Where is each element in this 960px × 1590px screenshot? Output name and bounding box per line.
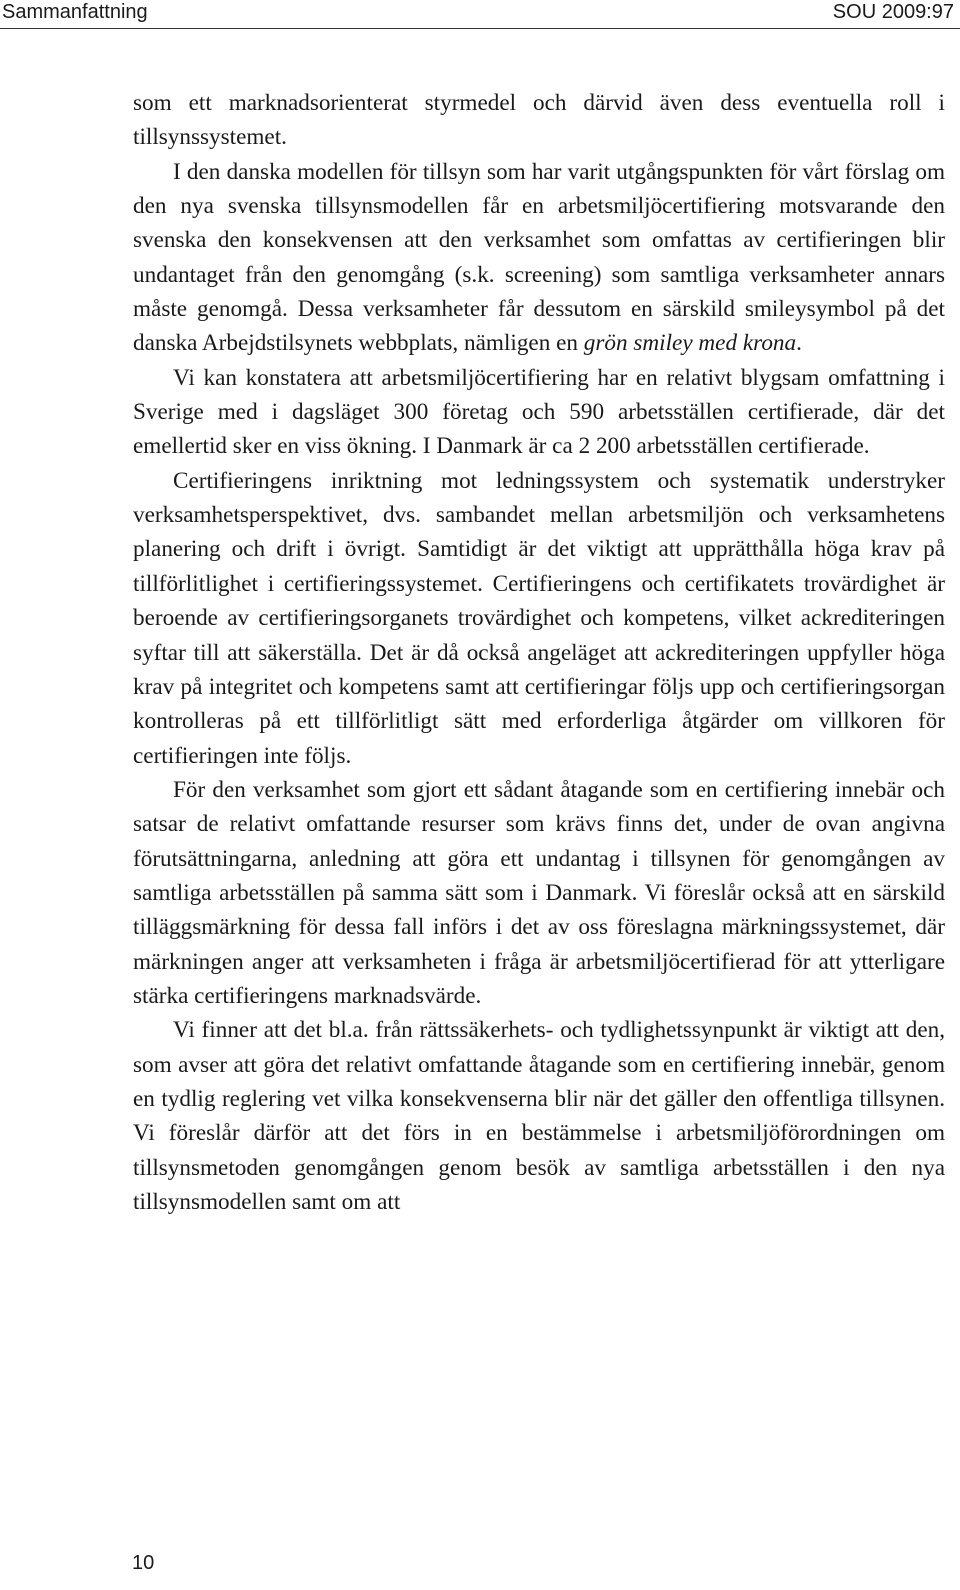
paragraph-text: Certifieringens inriktning mot ledningssystem och systematik understryker verksamhetsperspektivet, dvs. sambandet mellan arbetsmiljön och verksamhetens planering och drift i övrigt. Samtidigt är det viktigt att upprätthålla höga krav på tillförlitlighet i certifieringssystemet. Certifieringens och certifikatets trovärdighet är beroende av certifieringsorganets trovärdighet och kompetens, vilket ackrediteringen syftar till att säkerställa. Det är då också angeläget att ackrediteringen uppfyller höga krav på integritet och kompetens samt att certifieringar följs upp och certifieringsorgan kontrolleras på ett tillförlitligt sätt med erforderliga åtgärder om villkoren för certifieringen inte följs. [133,467,945,769]
paragraph-danish-model [133,155,945,361]
paragraph-text: För den verksamhet som gjort ett sådant åtagande som en certifiering innebär och satsar de relativt omfattande resurser som krävs finns det, under de ovan angivna förutsättningarna, anledning att göra ett undantag i tillsynen för genomgången av samtliga arbetsställen på samma sätt som i Danmark. Vi föreslår också att en särskild tilläggsmärkning för dessa fall införs i det av oss föreslagna märkningssystemet, där märkningen anger att verksamheten i fråga är arbetsmiljöcertifierad för att ytterligare stärka certifieringens marknadsvärde. [133,776,945,1009]
paragraph-continuation [133,86,945,155]
paragraph-certification-scope [133,361,945,464]
paragraph-text: som ett marknadsorienterat styrmedel och därvid även dess eventuella roll i tillsynssystemet. [133,90,945,151]
running-header [0,0,960,24]
header-rule [0,28,960,29]
header-section-title: Sammanfattning [2,1,148,23]
paragraph-text: Vi finner att det bl.a. från rättssäkerhets- och tydlighetssynpunkt är viktigt att den, som avser att göra det relativt omfattande åtagande som en certifiering innebär, genom en tydlig reglering vet vilka konsekvenserna blir när det gäller den offentliga tillsynen. Vi föreslår därför att det förs in en bestämmelse i arbetsmiljöförordningen om tillsynsmetoden genomgången genom besök av samtliga arbetsställen i den nya tillsynsmodellen samt om att [133,1017,945,1215]
paragraph-certification-focus [133,464,945,773]
body-text [133,86,945,1219]
paragraph-regulation-proposal [133,1013,945,1219]
paragraph-tail: . [796,330,802,357]
paragraph-exemption-proposal [133,773,945,1013]
paragraph-emphasis: grön smiley med krona [583,330,797,357]
paragraph-text: Vi kan konstatera att arbetsmiljöcertifiering har en relativt blygsam omfattning i Sverige med i dagsläget 300 företag och 590 arbetsställen certifierade, där det emellertid sker en viss ökning. I Danmark är ca 2 200 arbetsställen certifierade. [133,364,945,460]
page-number: 10 [132,1552,155,1574]
paragraph-text: I den danska modellen för tillsyn som har varit utgångspunkten för vårt förslag om den nya svenska tillsynsmodellen får en arbetsmiljöcertifiering motsvarande den svenska den konsekvensen att den verksamhet som omfattas av certifieringen blir undantaget från den genomgång (s.k. screening) som samtliga verksamheter annars måste genomgå. Dessa verksamheter får dessutom en särskild smileysymbol på det danska Arbejdstilsynets webbplats, nämligen en [133,158,945,357]
header-document-reference: SOU 2009:97 [832,1,954,23]
